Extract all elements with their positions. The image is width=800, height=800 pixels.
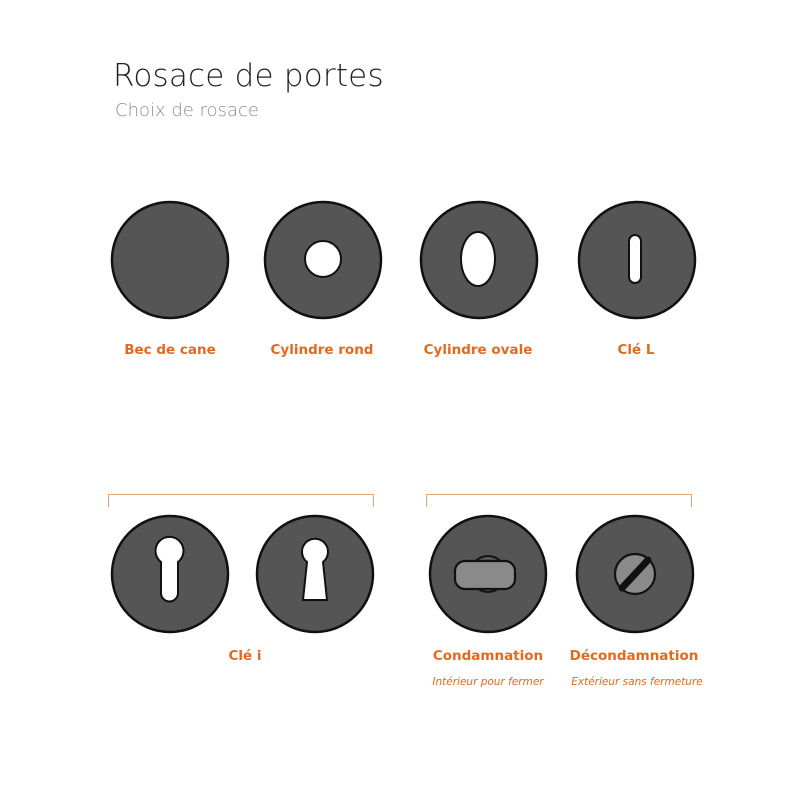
label-condamnation: Condamnation <box>432 648 544 664</box>
oval-cylinder-rosace-icon <box>418 199 540 321</box>
privacy-turn-rosace-icon <box>427 513 549 635</box>
sublabel-condamnation: Intérieur pour fermer <box>432 676 544 688</box>
rosace-cle-i-euro[interactable] <box>109 513 231 635</box>
rosace-condamnation[interactable] <box>427 513 549 635</box>
rosace-decondamnation[interactable] <box>574 513 696 635</box>
label-cle-i: Clé i <box>228 648 262 664</box>
page-title: Rosace de portes <box>113 58 384 94</box>
label-cylindre-ovale: Cylindre ovale <box>423 342 533 358</box>
round-cylinder-rosace-icon <box>262 199 384 321</box>
emergency-release-rosace-icon <box>574 513 696 635</box>
key-l-rosace-icon <box>576 199 698 321</box>
label-bec-de-cane: Bec de cane <box>124 342 216 358</box>
label-decondamnation: Décondamnation <box>569 648 699 664</box>
rosace-cle-i-classic[interactable] <box>254 513 376 635</box>
bracket-cle-i <box>108 494 374 507</box>
rosace-cylindre-ovale[interactable] <box>418 199 540 321</box>
label-cylindre-rond: Cylindre rond <box>270 342 374 358</box>
rosace-bec-de-cane[interactable] <box>109 199 231 321</box>
keyhole-classic-rosace-icon <box>254 513 376 635</box>
sublabel-decondamnation: Extérieur sans fermeture <box>571 676 703 688</box>
rosace-cylindre-rond[interactable] <box>262 199 384 321</box>
plain-rosace-icon <box>109 199 231 321</box>
bracket-condamnation <box>426 494 692 507</box>
page-subtitle: Choix de rosace <box>115 100 259 121</box>
keyhole-euro-rosace-icon <box>109 513 231 635</box>
label-cle-l: Clé L <box>617 342 655 358</box>
rosace-cle-l[interactable] <box>576 199 698 321</box>
